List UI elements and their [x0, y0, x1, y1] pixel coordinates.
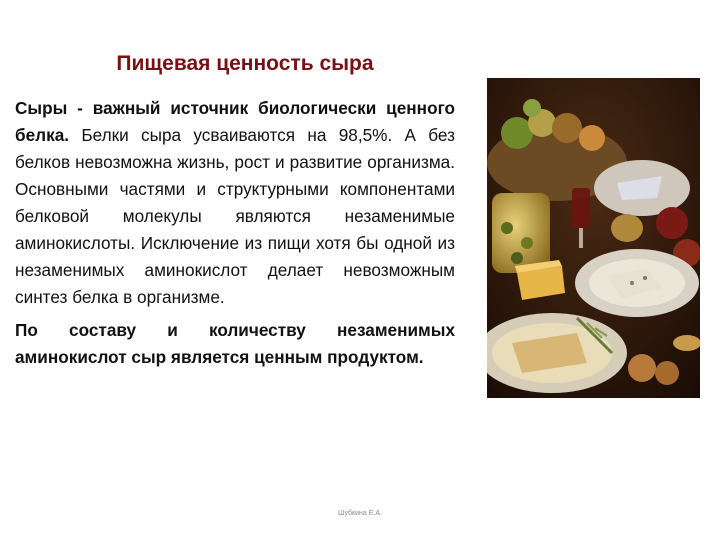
paragraph-1-text: Белки сыра усваиваются на 98,5%. А без белков невозможна жизнь, рост и развитие организма. Основными частями и структурными компонентами белковой молекулы являются незаменимые аминокислоты. Исключение из пищи хотя бы одной из незаменимых аминокислот делает невозможным синтез белка в организме. — [15, 125, 455, 307]
paragraph-1-lead: Сыры - важный источник биологически ценного белка. — [15, 98, 455, 145]
paragraph-2: По составу и количеству незаменимых аминокислот сыр является ценным продуктом. — [15, 320, 455, 367]
body-text — [15, 95, 455, 371]
paragraph-1 — [15, 95, 455, 311]
slide-title: Пищевая ценность сыра — [116, 52, 374, 75]
cheese-still-life-photo — [487, 78, 700, 398]
footer-author: Шубкина Е.А. — [338, 510, 382, 517]
